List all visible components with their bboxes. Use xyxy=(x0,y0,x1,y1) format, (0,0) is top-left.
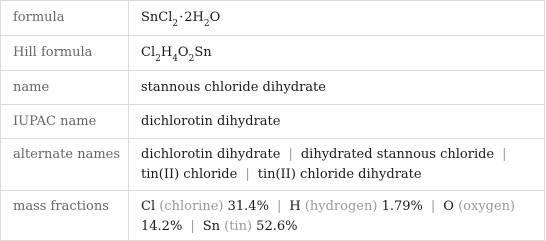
table-row xyxy=(1,191,545,241)
hill-formula-value: $Cl_2H_4O_2Sn$ xyxy=(129,36,545,71)
hill-formula-label: Hill formula xyxy=(1,36,129,71)
table-row xyxy=(1,36,545,71)
mass-fractions-label: mass fractions xyxy=(1,191,129,241)
formula-value: $SnCl_2\cdot 2H_2O$ xyxy=(129,1,545,36)
iupac-name-label: IUPAC name xyxy=(1,105,129,139)
alternate-name: tin(II) chloride dihydrate xyxy=(257,167,422,182)
formula-label: formula xyxy=(1,1,129,36)
table-row xyxy=(1,1,545,36)
separator: | xyxy=(502,147,507,162)
mass-fraction-h: H (hydrogen) 1.79% xyxy=(289,199,423,214)
table-row xyxy=(1,139,545,191)
separator: | xyxy=(245,167,250,182)
separator: | xyxy=(276,199,282,214)
alternate-name: tin(II) chloride xyxy=(141,167,238,182)
alternate-name: dihydrated stannous chloride xyxy=(300,147,495,162)
name-value: stannous chloride dihydrate xyxy=(129,71,545,105)
mass-fraction-sn: Sn (tin) 52.6% xyxy=(202,219,298,234)
alternate-names-value xyxy=(129,139,545,191)
separator: | xyxy=(288,147,293,162)
mass-fractions-value xyxy=(129,191,545,241)
alternate-names-label: alternate names xyxy=(1,139,129,191)
table-row xyxy=(1,105,545,139)
separator: | xyxy=(430,199,436,214)
table-row xyxy=(1,71,545,105)
iupac-name-value: dichlorotin dihydrate xyxy=(129,105,545,139)
mass-fraction-o: O (oxygen) 14.2% xyxy=(141,199,516,234)
name-label: name xyxy=(1,71,129,105)
separator: | xyxy=(190,219,195,234)
mass-fraction-cl: Cl (chlorine) 31.4% xyxy=(141,199,269,214)
alternate-name: dichlorotin dihydrate xyxy=(141,147,281,162)
